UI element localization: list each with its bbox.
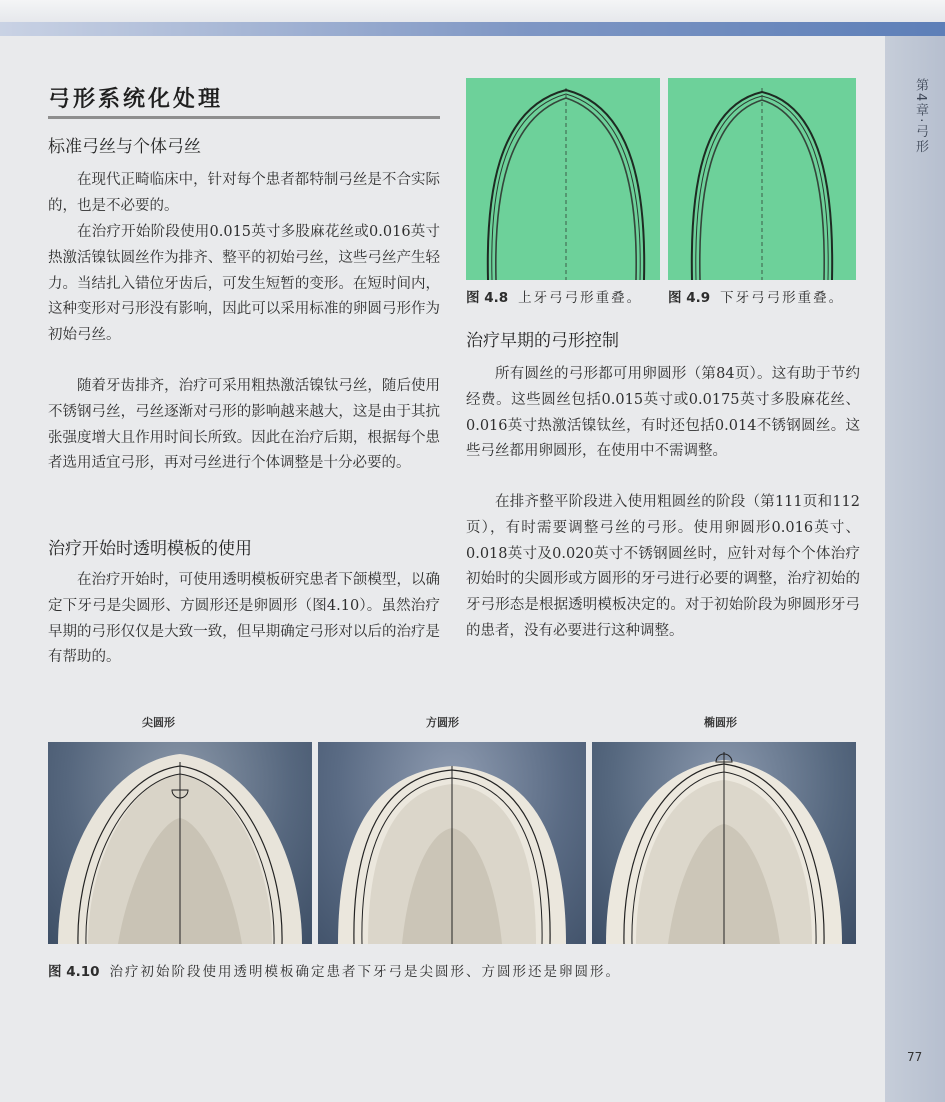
- lower-arch-overlay-icon: [668, 78, 856, 280]
- paragraph-4: 在治疗开始时，可使用透明模板研究患者下颌模型，以确定下牙弓是尖圆形、方圆形还是卵圆形（图4.10）。虽然治疗早期的弓形仅仅是大致一致，但早期确定弓形对以后的治疗是有帮助的。: [48, 572, 440, 666]
- paragraph-6: 在排齐整平阶段进入使用粗圆丝的阶段（第111页和112页），有时需要调整弓丝的弓形。使用卵圆形0.016英寸、0.018英寸及0.020英寸不锈钢圆丝时，应针对每个个体治疗初始时的尖圆形或方圆形的牙弓进行必要的调整，治疗初始的牙弓形态是根据透明模板决定的。对于初始阶段为卵圆形牙弓的患者，没有必要进行这种调整。: [466, 494, 860, 639]
- heading-transparent-template: 治疗开始时透明模板的使用: [48, 539, 252, 559]
- photo-label-ovoid: 椭圆形: [704, 716, 737, 729]
- figure-4-9-label: 图 4.9: [668, 290, 711, 306]
- heading-early-arch-control: 治疗早期的弓形控制: [466, 331, 619, 351]
- photo-square-arch: [318, 742, 586, 944]
- header-color-band: [0, 22, 945, 36]
- paragraph-1: 在现代正畸临床中，针对每个患者都特制弓丝是不合实际的，也是不必要的。: [48, 172, 440, 214]
- paragraph-3: 随着牙齿排齐，治疗可采用粗热激活镍钛弓丝，随后使用不锈钢弓丝，弓丝逐渐对弓形的影响越来越大，这是由于其抗张强度增大且作用时间长所致。因此在治疗后期，根据每个患者选用适宜弓形，再对弓丝进行个体调整是十分必要的。: [48, 378, 440, 472]
- section-title-bar: [48, 82, 440, 119]
- page-number: 77: [907, 1050, 923, 1064]
- section-title: 弓形系统化处理: [48, 87, 224, 112]
- paragraph-2: 在治疗开始阶段使用0.015英寸多股麻花丝或0.016英寸热激活镍钛圆丝作为排齐、整平的初始弓丝，这些弓丝产生轻力。当结扎入错位牙齿后，可发生短暂的变形。在短时间内，这种变形对弓形没有影响，因此可以采用标准的卵圆弓形作为初始弓丝。: [48, 224, 440, 344]
- photo-label-square: 方圆形: [426, 716, 459, 729]
- page-top-margin: [0, 0, 945, 22]
- photo-label-tapered: 尖圆形: [142, 716, 175, 729]
- figure-4-10-caption: [48, 960, 621, 980]
- figure-4-8-image: [466, 78, 660, 280]
- tapered-dental-cast-icon: [48, 742, 312, 944]
- photo-tapered-arch: [48, 742, 312, 944]
- upper-arch-overlay-icon: [466, 78, 660, 280]
- figure-4-8-caption-text: 上牙弓弓形重叠。: [518, 290, 643, 306]
- figure-4-8-label: 图 4.8: [466, 290, 509, 306]
- figure-4-10-label: 图 4.10: [48, 964, 100, 980]
- ovoid-dental-cast-icon: [592, 742, 856, 944]
- square-dental-cast-icon: [318, 742, 586, 944]
- heading-standard-vs-individual: 标准弓丝与个体弓丝: [48, 137, 201, 157]
- figure-4-9-caption: [668, 286, 844, 306]
- chapter-tab-label: 第4章·弓形: [913, 78, 928, 155]
- chapter-side-tab: [885, 36, 945, 1102]
- figure-4-9-caption-text: 下牙弓弓形重叠。: [720, 290, 845, 306]
- paragraph-5: 所有圆丝的弓形都可用卵圆形（第84页）。这有助于节约经费。这些圆丝包括0.015英寸或0.0175英寸多股麻花丝、0.016英寸热激活镍钛丝，有时还包括0.014不锈钢圆丝。这些弓丝都用卵圆形，在使用中不需调整。: [466, 366, 860, 460]
- figure-4-10-caption-text: 治疗初始阶段使用透明模板确定患者下牙弓是尖圆形、方圆形还是卵圆形。: [109, 964, 622, 980]
- photo-ovoid-arch: [592, 742, 856, 944]
- figure-4-9-image: [668, 78, 856, 280]
- figure-4-8-caption: [466, 286, 642, 306]
